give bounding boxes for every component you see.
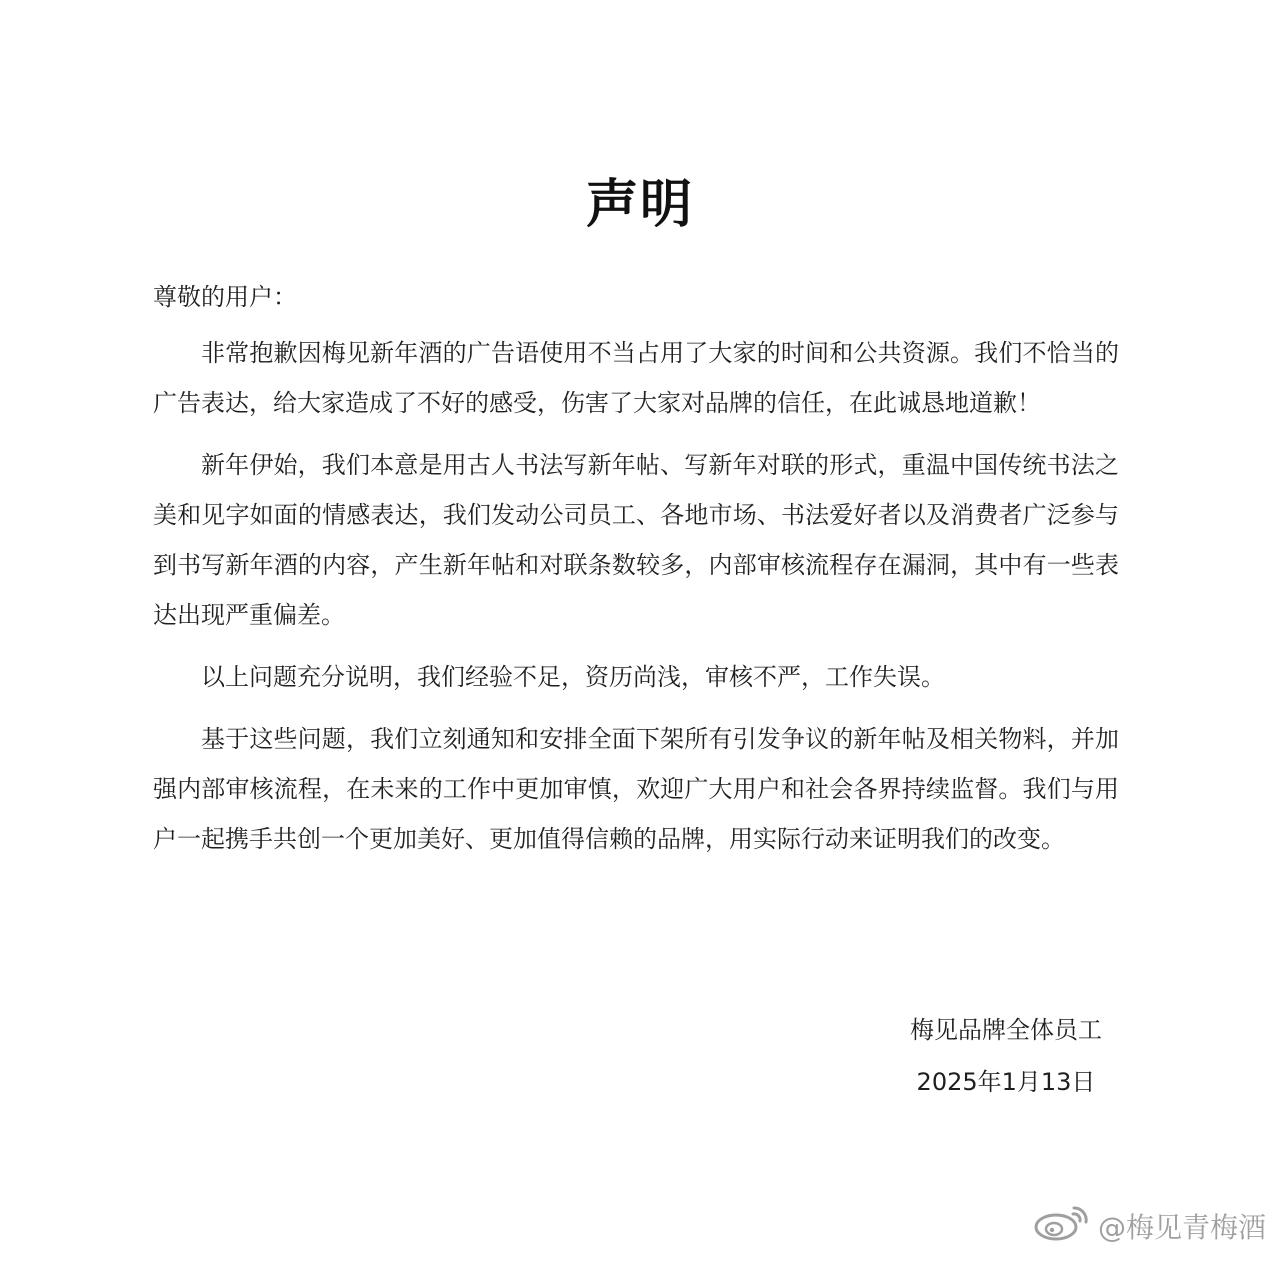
date: 2025年1月13日: [916, 1068, 1096, 1096]
paragraph-actions: 基于这些问题，我们立刻通知和安排全面下架所有引发争议的新年帖及相关物料，并加强内部审核流程，在未来的工作中更加审慎，欢迎广大用户和社会各界持续监督。我们与用户一起携手共创一个更加美好、更加值得信赖的品牌，用实际行动来证明我们的改变。: [153, 725, 1119, 853]
watermark: [1030, 1202, 1266, 1249]
document-title: 声明: [585, 175, 694, 235]
paragraph-apology: 非常抱歉因梅见新年酒的广告语使用不当占用了大家的时间和公共资源。我们不恰当的广告表达，给大家造成了不好的感受，伤害了大家对品牌的信任，在此诚恳地道歉！: [153, 339, 1119, 417]
signature: 梅见品牌全体员工: [910, 1016, 1102, 1044]
greeting: 尊敬的用户：: [153, 283, 297, 311]
document-body: [153, 272, 1119, 876]
paragraph-background: 新年伊始，我们本意是用古人书法写新年帖、写新年对联的形式，重温中国传统书法之美和见字如面的情感表达，我们发动公司员工、各地市场、书法爱好者以及消费者广泛参与到书写新年酒的内容，产生新年帖和对联条数较多，内部审核流程存在漏洞，其中有一些表达出现严重偏差。: [153, 451, 1119, 629]
weibo-icon: [1030, 1202, 1092, 1249]
signoff-block: [910, 1004, 1102, 1108]
paragraph-admission: 以上问题充分说明，我们经验不足，资历尚浅，审核不严，工作失误。: [201, 663, 945, 691]
watermark-text: @梅见青梅酒: [1097, 1210, 1266, 1244]
